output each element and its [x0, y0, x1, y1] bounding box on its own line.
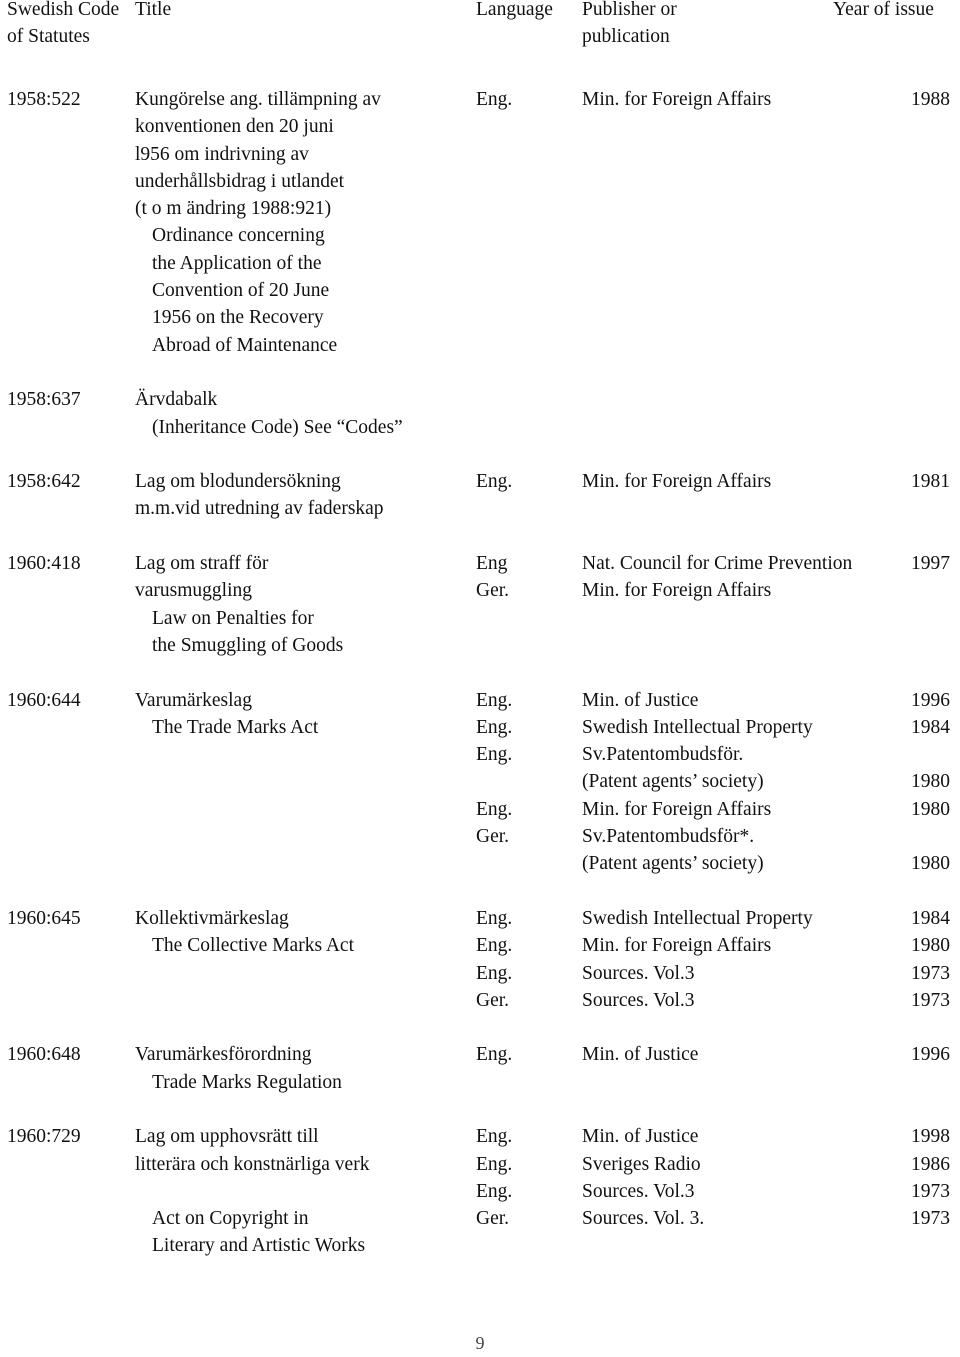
empty-cell — [829, 495, 960, 522]
empty-cell — [476, 113, 582, 140]
title-line: litterära och konstnärliga verk — [135, 1153, 370, 1175]
empty-cell — [0, 1151, 135, 1178]
empty-cell — [0, 714, 135, 741]
empty-cell — [476, 1232, 582, 1259]
title-translation-line: Ordinance concerning — [152, 225, 325, 247]
statute-entry — [0, 386, 960, 441]
language: Eng. — [476, 744, 513, 766]
empty-cell — [582, 632, 829, 659]
empty-cell — [829, 113, 960, 140]
language: Eng — [476, 553, 508, 575]
empty-cell — [829, 332, 960, 359]
publisher: Min. of Justice — [582, 1044, 699, 1066]
publisher: Sources. Vol.3 — [582, 989, 695, 1011]
statute-code: 1960:418 — [7, 553, 81, 575]
publisher: (Patent agents’ society) — [582, 771, 764, 793]
empty-cell — [476, 632, 582, 659]
empty-cell — [476, 386, 582, 413]
language: Eng. — [476, 716, 513, 738]
year-of-issue: 1996 — [911, 1044, 950, 1066]
empty-cell — [0, 304, 135, 331]
language — [476, 850, 582, 877]
language: Eng. — [476, 471, 513, 493]
statute-entry — [0, 687, 960, 878]
statute-entry — [0, 1041, 960, 1096]
empty-cell — [582, 277, 829, 304]
empty-cell — [0, 168, 135, 195]
empty-cell — [135, 768, 476, 795]
empty-cell — [476, 195, 582, 222]
year-of-issue: 1980 — [911, 771, 950, 793]
empty-cell — [476, 304, 582, 331]
title-translation-line: Abroad of Maintenance — [152, 334, 338, 356]
title-line: m.m.vid utredning av faderskap — [135, 498, 384, 520]
title-translation-line: the Application of the — [152, 252, 322, 274]
title-translation-line: 1956 on the Recovery — [152, 307, 324, 329]
page-number: 9 — [475, 1333, 485, 1353]
publisher: Nat. Council for Crime Prevention — [582, 553, 853, 575]
empty-cell — [0, 141, 135, 168]
header-code-line2: of Statutes — [7, 26, 90, 47]
empty-cell — [829, 414, 960, 441]
language: Eng. — [476, 1180, 513, 1202]
publisher: Sources. Vol.3 — [582, 1180, 695, 1202]
header-code-line1: Swedish Code — [7, 0, 120, 20]
header-year: Year of issue — [833, 0, 934, 20]
statute-entry — [0, 1123, 960, 1259]
title-line: konventionen den 20 juni — [135, 116, 334, 138]
year-of-issue: 1997 — [911, 553, 950, 575]
empty-cell — [582, 414, 829, 441]
language: Ger. — [476, 1208, 510, 1230]
empty-cell — [829, 277, 960, 304]
language: Ger. — [476, 580, 510, 602]
publisher: Sveriges Radio — [582, 1153, 701, 1175]
publisher: Min. of Justice — [582, 1126, 699, 1148]
title-translation-line: The Trade Marks Act — [152, 716, 319, 738]
empty-cell — [0, 605, 135, 632]
publisher: Min. for Foreign Affairs — [582, 471, 772, 493]
title-translation-line: Trade Marks Regulation — [152, 1071, 342, 1093]
empty-cell — [0, 113, 135, 140]
publisher: Sources. Vol. 3. — [582, 1208, 705, 1230]
publisher: Sources. Vol.3 — [582, 962, 695, 984]
empty-cell — [0, 1069, 135, 1096]
title-line: l956 om indrivning av — [135, 143, 309, 165]
empty-cell — [0, 987, 135, 1014]
statute-code: 1960:648 — [7, 1044, 81, 1066]
empty-cell — [135, 823, 476, 850]
empty-cell — [829, 141, 960, 168]
language: Eng. — [476, 689, 513, 711]
year-of-issue: 1973 — [911, 1208, 950, 1230]
empty-cell — [829, 168, 960, 195]
empty-cell — [582, 195, 829, 222]
statute-code: 1960:645 — [7, 907, 81, 929]
language: Ger. — [476, 989, 510, 1011]
statute-code: 1958:642 — [7, 471, 81, 493]
empty-cell — [829, 304, 960, 331]
publisher: Sv.Patentombudsför*. — [582, 826, 755, 848]
empty-cell — [476, 414, 582, 441]
year-of-issue — [829, 577, 960, 604]
header-publisher-line2: publication — [582, 26, 670, 47]
empty-cell — [829, 222, 960, 249]
empty-cell — [0, 195, 135, 222]
empty-cell — [829, 386, 960, 413]
empty-cell — [135, 796, 476, 823]
empty-cell — [829, 605, 960, 632]
empty-cell — [582, 168, 829, 195]
language: Eng. — [476, 1044, 513, 1066]
publisher: Sv.Patentombudsför. — [582, 744, 744, 766]
statute-code: 1960:644 — [7, 689, 81, 711]
language: Eng. — [476, 89, 513, 110]
empty-cell — [0, 796, 135, 823]
empty-cell — [582, 1232, 829, 1259]
statute-entry — [0, 468, 960, 523]
statute-table — [0, 86, 960, 1287]
empty-cell — [476, 250, 582, 277]
empty-cell — [829, 1069, 960, 1096]
language: Ger. — [476, 826, 510, 848]
title-translation-line: Literary and Artistic Works — [152, 1235, 366, 1257]
statute-code: 1958:637 — [7, 389, 81, 411]
empty-cell — [0, 577, 135, 604]
title-line: Lag om upphovsrätt till — [135, 1126, 319, 1148]
empty-cell — [582, 605, 829, 632]
language: Eng. — [476, 935, 513, 957]
title-line: (t o m ändring 1988:921) — [135, 198, 332, 220]
empty-cell — [0, 250, 135, 277]
empty-cell — [829, 195, 960, 222]
language: Eng. — [476, 962, 513, 984]
title-line: underhållsbidrag i utlandet — [135, 170, 345, 192]
empty-cell — [476, 495, 582, 522]
empty-cell — [0, 768, 135, 795]
empty-cell — [0, 850, 135, 877]
empty-cell — [582, 113, 829, 140]
title-line: Varumärkeslag — [135, 689, 252, 711]
title-line: Kungörelse ang. tillämpning av — [135, 89, 381, 110]
year-of-issue: 1973 — [911, 1180, 950, 1202]
title-line: varusmuggling — [135, 580, 252, 602]
title-translation-line: (Inheritance Code) See “Codes” — [152, 416, 403, 438]
publisher: Min. for Foreign Affairs — [582, 935, 772, 957]
title-line: Lag om straff för — [135, 553, 269, 575]
title-translation-line: the Smuggling of Goods — [152, 634, 344, 656]
empty-cell — [0, 222, 135, 249]
year-of-issue: 1980 — [911, 798, 950, 820]
empty-cell — [476, 332, 582, 359]
year-of-issue: 1996 — [911, 689, 950, 711]
statute-code: 1958:522 — [7, 89, 81, 110]
empty-cell — [0, 1178, 135, 1205]
empty-cell — [582, 304, 829, 331]
empty-cell — [0, 823, 135, 850]
language: Eng. — [476, 1126, 513, 1148]
year-of-issue: 1981 — [911, 471, 950, 493]
empty-cell — [135, 960, 476, 987]
empty-cell — [135, 741, 476, 768]
empty-cell — [829, 1232, 960, 1259]
empty-cell — [0, 414, 135, 441]
publisher: Min. for Foreign Affairs — [582, 580, 772, 602]
empty-cell — [476, 1069, 582, 1096]
year-of-issue: 1988 — [911, 89, 950, 110]
empty-cell — [476, 605, 582, 632]
year-of-issue: 1998 — [911, 1126, 950, 1148]
header-publisher-line1: Publisher or — [582, 0, 677, 20]
empty-cell — [582, 386, 829, 413]
publisher: Swedish Intellectual Property — [582, 716, 813, 738]
empty-cell — [476, 168, 582, 195]
empty-cell — [582, 495, 829, 522]
statute-code: 1960:729 — [7, 1126, 81, 1148]
year-of-issue: 1984 — [911, 907, 950, 929]
year-of-issue — [829, 741, 960, 768]
empty-cell — [476, 141, 582, 168]
empty-cell — [135, 987, 476, 1014]
empty-cell — [582, 332, 829, 359]
empty-cell — [0, 932, 135, 959]
publisher: Min. for Foreign Affairs — [582, 89, 772, 110]
empty-cell — [0, 1205, 135, 1232]
statute-entry — [0, 905, 960, 1014]
empty-cell — [135, 850, 476, 877]
publisher: Swedish Intellectual Property — [582, 907, 813, 929]
title-line: Lag om blodundersökning — [135, 471, 341, 493]
empty-cell — [0, 495, 135, 522]
title-translation-line: Act on Copyright in — [152, 1208, 309, 1230]
header-language: Language — [476, 0, 553, 20]
statute-entry — [0, 550, 960, 659]
year-of-issue: 1973 — [911, 962, 950, 984]
empty-cell — [476, 222, 582, 249]
title-line: Ärvdabalk — [135, 389, 218, 411]
empty-cell — [0, 741, 135, 768]
empty-cell — [0, 332, 135, 359]
empty-cell — [0, 632, 135, 659]
publisher: Min. of Justice — [582, 689, 699, 711]
publisher: Min. for Foreign Affairs — [582, 798, 772, 820]
title-translation-line: Law on Penalties for — [152, 607, 314, 629]
empty-cell — [476, 277, 582, 304]
language: Eng. — [476, 798, 513, 820]
year-of-issue: 1973 — [911, 989, 950, 1011]
title-line: Kollektivmärkeslag — [135, 907, 289, 929]
publisher: (Patent agents’ society) — [582, 853, 764, 875]
title-translation-line: Convention of 20 June — [152, 280, 330, 302]
language: Eng. — [476, 907, 513, 929]
year-of-issue — [829, 823, 960, 850]
statute-entry — [0, 86, 960, 359]
empty-cell — [829, 250, 960, 277]
year-of-issue: 1984 — [911, 716, 950, 738]
empty-cell — [0, 277, 135, 304]
empty-cell — [582, 141, 829, 168]
empty-cell — [582, 222, 829, 249]
empty-cell — [829, 632, 960, 659]
language — [476, 768, 582, 795]
empty-cell — [582, 250, 829, 277]
title-translation-line: The Collective Marks Act — [152, 935, 354, 957]
year-of-issue: 1980 — [911, 935, 950, 957]
language: Eng. — [476, 1153, 513, 1175]
empty-cell — [0, 1232, 135, 1259]
empty-cell — [0, 960, 135, 987]
year-of-issue: 1986 — [911, 1153, 950, 1175]
year-of-issue: 1980 — [911, 853, 950, 875]
empty-cell — [582, 1069, 829, 1096]
header-title: Title — [135, 0, 172, 20]
empty-cell — [135, 1178, 476, 1205]
title-line: Varumärkesförordning — [135, 1044, 312, 1066]
